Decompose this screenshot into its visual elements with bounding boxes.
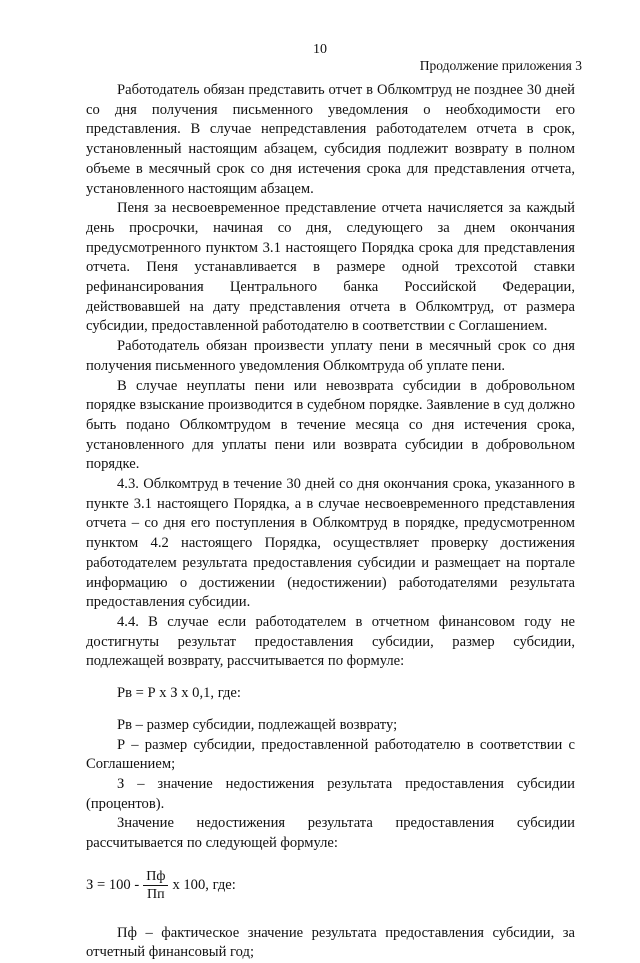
- definition-pf: Пф – фактическое значение результата предоставления субсидии, за отчетный финансовый год;: [86, 924, 575, 961]
- formula-z-numerator: Пф: [146, 869, 166, 885]
- paragraph-penalty-payment: Работодатель обязан произвести уплату пени в месячный срок со дня получения письменного уведомления Облкомтруда об уплате пени.: [86, 338, 575, 374]
- definition-z: З – значение недостижения результата предоставления субсидии (процентов).: [86, 775, 575, 812]
- formula-z-rhs: х 100, где:: [172, 876, 236, 893]
- paragraph-4-3: 4.3. Облкомтруд в течение 30 дней со дня окончания срока, указанного в пункте 3.1 настоящего Порядка, а в случае несвоевременного представления отчета – со дня его поступления в Облкомтруд в порядке, предусмотренном пунктом 4.2 настоящего Порядка, осуществляет проверку достижения работодателем результата предоставления субсидии и размещает на портале информацию о достижении (недостижении) работодателями результата предоставления субсидии.: [86, 476, 575, 611]
- paragraph-report-deadline: Работодатель обязан представить отчет в Облкомтруд не позднее 30 дней со дня получения письменного уведомления о необходимости его представления. В случае непредставления работодателем отчета в срок, установленный настоящим абзацем, субсидия подлежит возврату в полном объеме в месячный срок со дня истечения срока для представления отчета, установленного настоящим абзацем.: [86, 82, 575, 197]
- definition-r: Р – размер субсидии, предоставленной работодателю в соответствии с Соглашением;: [86, 736, 575, 773]
- definition-rv: Рв – размер субсидии, подлежащей возврату;: [117, 716, 398, 733]
- formula-refund: Рв = Р х З х 0,1, где:: [117, 685, 241, 702]
- page-number: 10: [313, 42, 327, 57]
- formula-z-lhs: З = 100 -: [86, 876, 140, 893]
- paragraph-z-calc: Значение недостижения результата предоставления субсидии рассчитывается по следующей формуле:: [86, 815, 575, 852]
- paragraph-court-recovery: В случае неуплаты пени или невозврата субсидии в добровольном порядке взыскание производится в судебном порядке. Заявление в суд должно быть подано Облкомтрудом в течение месяца со дня истечения срока, установленного для уплаты пени или возврата субсидии в добровольном порядке.: [86, 377, 575, 473]
- appendix-continuation-note: Продолжение приложения 3: [419, 58, 582, 73]
- formula-z-fraction: [143, 868, 168, 903]
- formula-z-denominator: Пп: [147, 887, 165, 903]
- formula-z: [86, 866, 575, 906]
- paragraph-penalty: Пеня за несвоевременное представление отчета начисляется за каждый день просрочки, начиная со дня, следующего за днем окончания предусмотренного пунктом 3.1 настоящего Порядка срока для представления отчета. Пеня устанавливается в размере одной трехсотой ставки рефинансирования Центрального банка Российской Федерации, действовавшей на дату представления отчета в Облкомтруд, от размера субсидии, предоставленной работодателю в соответствии с Соглашением.: [86, 200, 575, 335]
- paragraph-4-4: 4.4. В случае если работодателем в отчетном финансовом году не достигнуты результат предоставления субсидии, размер субсидии, подлежащей возврату, рассчитывается по формуле:: [86, 613, 575, 670]
- document-body: [86, 81, 575, 963]
